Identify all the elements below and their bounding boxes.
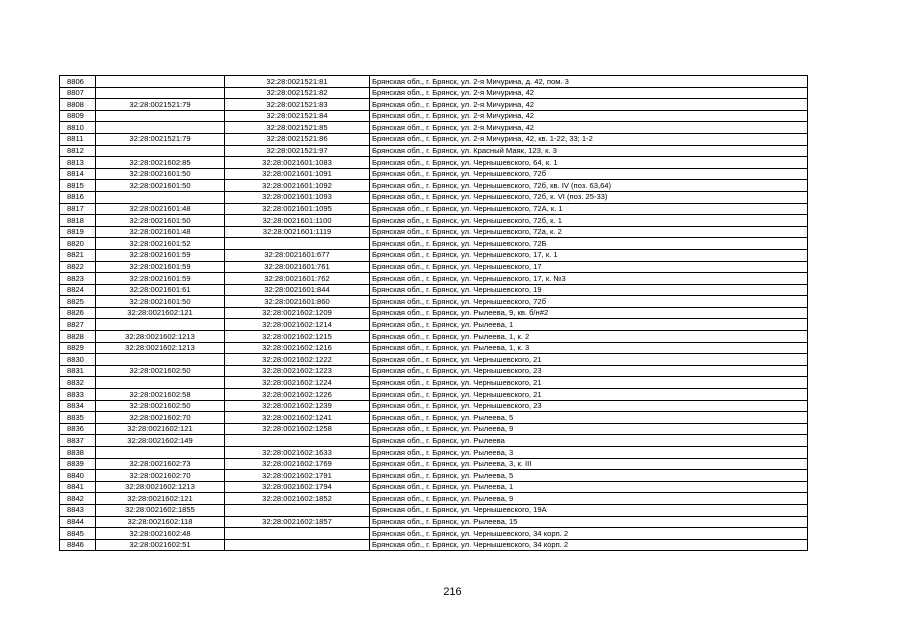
cadastral-number-cell: 32:28:0021601:1119 [225,226,370,238]
source-cadastral-number-cell: 32:28:0021602:50 [96,400,225,412]
address-cell: Брянская обл., г. Брянск, ул. Чернышевского, 19 [370,284,808,296]
address-cell: Брянская обл., г. Брянск, ул. Рылеева, 1, к. 3 [370,342,808,354]
row-number-cell: 8829 [60,342,96,354]
cadastral-number-cell: 32:28:0021521:82 [225,87,370,99]
cadastral-number-cell: 32:28:0021521:83 [225,99,370,111]
table-row [60,87,808,99]
cadastral-number-cell [225,504,370,516]
source-cadastral-number-cell: 32:28:0021602:58 [96,389,225,401]
table-row [60,342,808,354]
row-number-cell: 8832 [60,377,96,389]
source-cadastral-number-cell: 32:28:0021602:1213 [96,331,225,343]
table-row [60,249,808,261]
cadastral-number-cell: 32:28:0021601:761 [225,261,370,273]
address-cell: Брянская обл., г. Брянск, ул. Чернышевского, 17, к. №3 [370,273,808,285]
source-cadastral-number-cell: 32:28:0021602:121 [96,307,225,319]
source-cadastral-number-cell: 32:28:0021602:1213 [96,342,225,354]
row-number-cell: 8825 [60,296,96,308]
property-registry-table [59,75,808,551]
cadastral-number-cell: 32:28:0021602:1241 [225,412,370,424]
row-number-cell: 8810 [60,122,96,134]
cadastral-number-cell: 32:28:0021602:1633 [225,447,370,459]
cadastral-number-cell: 32:28:0021602:1215 [225,331,370,343]
address-cell: Брянская обл., г. Брянск, ул. Чернышевского, 21 [370,354,808,366]
address-cell: Брянская обл., г. Брянск, ул. Чернышевского, 34 корп. 2 [370,539,808,551]
address-cell: Брянская обл., г. Брянск, ул. 2-я Мичурина, 42 [370,87,808,99]
cadastral-number-cell [225,435,370,447]
table-row [60,504,808,516]
address-cell: Брянская обл., г. Брянск, ул. Чернышевского, 72б, к. 1 [370,215,808,227]
row-number-cell: 8824 [60,284,96,296]
source-cadastral-number-cell: 32:28:0021521:79 [96,99,225,111]
address-cell: Брянская обл., г. Брянск, ул. Чернышевского, 72б [370,296,808,308]
registry-table-body [60,76,808,551]
address-cell: Брянская обл., г. Брянск, ул. 2-я Мичурина, 42 [370,110,808,122]
address-cell: Брянская обл., г. Брянск, ул. Рылеева, 5 [370,470,808,482]
cadastral-number-cell [225,528,370,540]
row-number-cell: 8821 [60,249,96,261]
table-row [60,447,808,459]
cadastral-number-cell: 32:28:0021602:1224 [225,377,370,389]
table-row [60,435,808,447]
table-row [60,168,808,180]
cadastral-number-cell: 32:28:0021601:1092 [225,180,370,192]
table-row [60,261,808,273]
address-cell: Брянская обл., г. Брянск, ул. Чернышевского, 17 [370,261,808,273]
source-cadastral-number-cell: 32:28:0021601:59 [96,249,225,261]
table-row [60,307,808,319]
table-row [60,319,808,331]
cadastral-number-cell: 32:28:0021602:1216 [225,342,370,354]
table-row [60,122,808,134]
address-cell: Брянская обл., г. Брянск, ул. Рылеева, 1, к. 2 [370,331,808,343]
address-cell: Брянская обл., г. Брянск, ул. Рылеева, 9, кв. б/н#2 [370,307,808,319]
address-cell: Брянская обл., г. Брянск, ул. Чернышевского, 17, к. 1 [370,249,808,261]
source-cadastral-number-cell: 32:28:0021602:70 [96,412,225,424]
cadastral-number-cell: 32:28:0021602:1226 [225,389,370,401]
table-row [60,203,808,215]
address-cell: Брянская обл., г. Брянск, ул. Чернышевского, 72А, к. 1 [370,203,808,215]
table-row [60,528,808,540]
cadastral-number-cell: 32:28:0021601:762 [225,273,370,285]
cadastral-number-cell: 32:28:0021602:1852 [225,493,370,505]
row-number-cell: 8845 [60,528,96,540]
source-cadastral-number-cell: 32:28:0021602:121 [96,493,225,505]
source-cadastral-number-cell: 32:28:0021602:1855 [96,504,225,516]
address-cell: Брянская обл., г. Брянск, ул. 2-я Мичурина, д. 42, пом. 3 [370,76,808,88]
cadastral-number-cell: 32:28:0021601:844 [225,284,370,296]
row-number-cell: 8822 [60,261,96,273]
address-cell: Брянская обл., г. Брянск, ул. Чернышевского, 34 корп. 2 [370,528,808,540]
address-cell: Брянская обл., г. Брянск, ул. Рылеева, 9 [370,493,808,505]
cadastral-number-cell: 32:28:0021602:1222 [225,354,370,366]
table-row [60,145,808,157]
address-cell: Брянская обл., г. Брянск, ул. Чернышевского, 72б [370,168,808,180]
cadastral-number-cell: 32:28:0021602:1769 [225,458,370,470]
row-number-cell: 8835 [60,412,96,424]
source-cadastral-number-cell: 32:28:0021601:61 [96,284,225,296]
cadastral-number-cell: 32:28:0021521:85 [225,122,370,134]
address-cell: Брянская обл., г. Брянск, ул. 2-я Мичурина, 42, кв. 1-22, 33; 1-2 [370,133,808,145]
row-number-cell: 8828 [60,331,96,343]
address-cell: Брянская обл., г. Брянск, ул. Чернышевского, 23 [370,400,808,412]
row-number-cell: 8811 [60,133,96,145]
source-cadastral-number-cell: 32:28:0021602:51 [96,539,225,551]
row-number-cell: 8819 [60,226,96,238]
address-cell: Брянская обл., г. Брянск, ул. Чернышевского, 72а, к. 2 [370,226,808,238]
address-cell: Брянская обл., г. Брянск, ул. Рылеева, 1 [370,319,808,331]
address-cell: Брянская обл., г. Брянск, ул. Рылеева, 3, к. III [370,458,808,470]
source-cadastral-number-cell: 32:28:0021602:85 [96,157,225,169]
row-number-cell: 8839 [60,458,96,470]
cadastral-number-cell: 32:28:0021602:1258 [225,423,370,435]
address-cell: Брянская обл., г. Брянск, ул. Чернышевского, 21 [370,377,808,389]
source-cadastral-number-cell: 32:28:0021601:59 [96,273,225,285]
cadastral-number-cell: 32:28:0021601:677 [225,249,370,261]
cadastral-number-cell: 32:28:0021521:84 [225,110,370,122]
row-number-cell: 8823 [60,273,96,285]
row-number-cell: 8834 [60,400,96,412]
row-number-cell: 8826 [60,307,96,319]
address-cell: Брянская обл., г. Брянск, ул. Чернышевского, 19А [370,504,808,516]
table-row [60,412,808,424]
source-cadastral-number-cell [96,87,225,99]
row-number-cell: 8837 [60,435,96,447]
row-number-cell: 8838 [60,447,96,459]
source-cadastral-number-cell [96,145,225,157]
source-cadastral-number-cell [96,447,225,459]
source-cadastral-number-cell [96,122,225,134]
cadastral-number-cell: 32:28:0021602:1214 [225,319,370,331]
address-cell: Брянская обл., г. Брянск, ул. Чернышевского, 23 [370,365,808,377]
source-cadastral-number-cell [96,76,225,88]
source-cadastral-number-cell: 32:28:0021602:1213 [96,481,225,493]
cadastral-number-cell: 32:28:0021601:1091 [225,168,370,180]
source-cadastral-number-cell [96,191,225,203]
source-cadastral-number-cell: 32:28:0021602:70 [96,470,225,482]
source-cadastral-number-cell: 32:28:0021601:48 [96,203,225,215]
source-cadastral-number-cell: 32:28:0021602:121 [96,423,225,435]
address-cell: Брянская обл., г. Брянск, ул. Рылеева, 1 [370,481,808,493]
table-row [60,331,808,343]
address-cell: Брянская обл., г. Брянск, ул. 2-я Мичурина, 42 [370,99,808,111]
source-cadastral-number-cell: 32:28:0021601:48 [96,226,225,238]
row-number-cell: 8809 [60,110,96,122]
address-cell: Брянская обл., г. Брянск, ул. Чернышевского, 21 [370,389,808,401]
cadastral-number-cell: 32:28:0021601:1093 [225,191,370,203]
row-number-cell: 8846 [60,539,96,551]
source-cadastral-number-cell [96,319,225,331]
address-cell: Брянская обл., г. Брянск, ул. Красный Маяк, 123, к. 3 [370,145,808,157]
address-cell: Брянская обл., г. Брянск, ул. Рылеева [370,435,808,447]
table-row [60,238,808,250]
table-row [60,226,808,238]
row-number-cell: 8820 [60,238,96,250]
cadastral-number-cell: 32:28:0021521:86 [225,133,370,145]
table-row [60,133,808,145]
table-row [60,423,808,435]
address-cell: Брянская обл., г. Брянск, ул. Рылеева, 15 [370,516,808,528]
table-row [60,110,808,122]
cadastral-number-cell: 32:28:0021601:860 [225,296,370,308]
table-row [60,516,808,528]
table-row [60,458,808,470]
table-row [60,215,808,227]
table-row [60,377,808,389]
source-cadastral-number-cell: 32:28:0021601:52 [96,238,225,250]
row-number-cell: 8844 [60,516,96,528]
address-cell: Брянская обл., г. Брянск, ул. Чернышевского, 72б, кв. IV (поз. 63,64) [370,180,808,192]
source-cadastral-number-cell: 32:28:0021601:50 [96,296,225,308]
source-cadastral-number-cell: 32:28:0021601:50 [96,168,225,180]
table-row [60,470,808,482]
row-number-cell: 8831 [60,365,96,377]
table-row [60,539,808,551]
row-number-cell: 8808 [60,99,96,111]
row-number-cell: 8830 [60,354,96,366]
source-cadastral-number-cell [96,110,225,122]
row-number-cell: 8840 [60,470,96,482]
source-cadastral-number-cell: 32:28:0021602:48 [96,528,225,540]
source-cadastral-number-cell: 32:28:0021601:50 [96,180,225,192]
row-number-cell: 8827 [60,319,96,331]
table-row [60,481,808,493]
cadastral-number-cell: 32:28:0021521:81 [225,76,370,88]
table-row [60,180,808,192]
row-number-cell: 8842 [60,493,96,505]
cadastral-number-cell: 32:28:0021602:1223 [225,365,370,377]
row-number-cell: 8806 [60,76,96,88]
row-number-cell: 8807 [60,87,96,99]
row-number-cell: 8841 [60,481,96,493]
cadastral-number-cell [225,238,370,250]
source-cadastral-number-cell: 32:28:0021602:149 [96,435,225,447]
cadastral-number-cell: 32:28:0021602:1209 [225,307,370,319]
cadastral-number-cell: 32:28:0021602:1794 [225,481,370,493]
table-row [60,493,808,505]
table-row [60,191,808,203]
row-number-cell: 8815 [60,180,96,192]
source-cadastral-number-cell: 32:28:0021601:50 [96,215,225,227]
table-row [60,296,808,308]
page-number: 216 [443,586,462,598]
table-row [60,400,808,412]
row-number-cell: 8816 [60,191,96,203]
table-row [60,273,808,285]
address-cell: Брянская обл., г. Брянск, ул. Чернышевского, 72б, к. VI (поз. 25-33) [370,191,808,203]
row-number-cell: 8817 [60,203,96,215]
address-cell: Брянская обл., г. Брянск, ул. 2-я Мичурина, 42 [370,122,808,134]
row-number-cell: 8843 [60,504,96,516]
source-cadastral-number-cell [96,354,225,366]
cadastral-number-cell: 32:28:0021521:97 [225,145,370,157]
source-cadastral-number-cell: 32:28:0021521:79 [96,133,225,145]
row-number-cell: 8812 [60,145,96,157]
source-cadastral-number-cell: 32:28:0021602:50 [96,365,225,377]
source-cadastral-number-cell: 32:28:0021601:59 [96,261,225,273]
cadastral-number-cell: 32:28:0021602:1791 [225,470,370,482]
row-number-cell: 8813 [60,157,96,169]
source-cadastral-number-cell: 32:28:0021602:73 [96,458,225,470]
row-number-cell: 8818 [60,215,96,227]
table-row [60,354,808,366]
cadastral-number-cell: 32:28:0021601:1100 [225,215,370,227]
address-cell: Брянская обл., г. Брянск, ул. Чернышевского, 72Б [370,238,808,250]
cadastral-number-cell [225,539,370,551]
address-cell: Брянская обл., г. Брянск, ул. Рылеева, 9 [370,423,808,435]
row-number-cell: 8833 [60,389,96,401]
cadastral-number-cell: 32:28:0021601:1083 [225,157,370,169]
row-number-cell: 8814 [60,168,96,180]
cadastral-number-cell: 32:28:0021602:1239 [225,400,370,412]
table-row [60,157,808,169]
table-row [60,389,808,401]
address-cell: Брянская обл., г. Брянск, ул. Рылеева, 5 [370,412,808,424]
table-row [60,76,808,88]
address-cell: Брянская обл., г. Брянск, ул. Рылеева, 3 [370,447,808,459]
table-row [60,365,808,377]
table-row [60,99,808,111]
row-number-cell: 8836 [60,423,96,435]
table-row [60,284,808,296]
cadastral-number-cell: 32:28:0021601:1095 [225,203,370,215]
address-cell: Брянская обл., г. Брянск, ул. Чернышевского, 64, к. 1 [370,157,808,169]
cadastral-number-cell: 32:28:0021602:1857 [225,516,370,528]
source-cadastral-number-cell: 32:28:0021602:118 [96,516,225,528]
source-cadastral-number-cell [96,377,225,389]
